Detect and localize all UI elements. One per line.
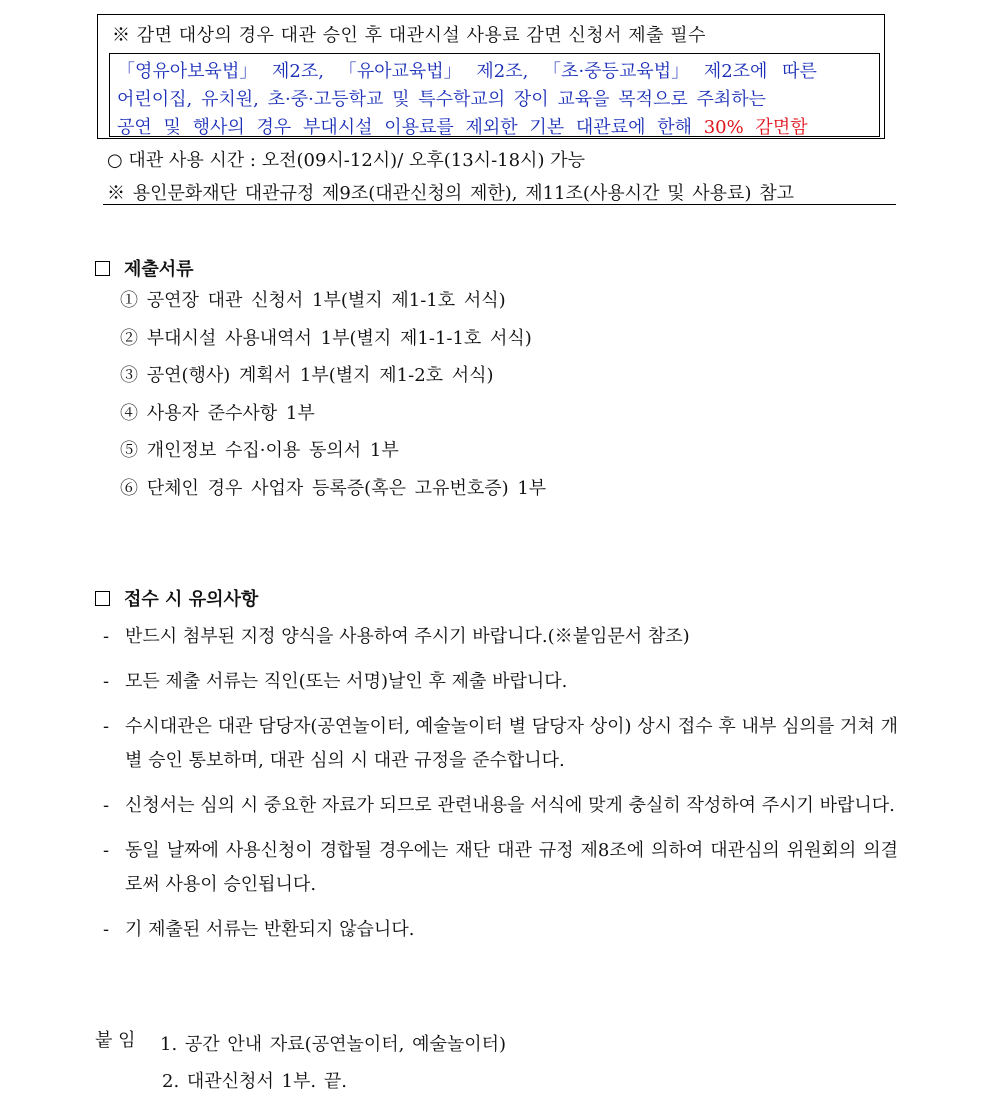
dash-bullet-icon: -	[103, 626, 110, 647]
caution-item	[103, 665, 898, 699]
cautions-section-heading	[95, 585, 258, 611]
attachment-item: 1. 공간 안내 자료(공연놀이터, 예술놀이터)	[160, 1034, 507, 1055]
document-item: ② 부대시설 사용내역서 1부(별지 제1-1-1호 서식)	[120, 327, 532, 349]
document-item: ③ 공연(행사) 계획서 1부(별지 제1-2호 서식)	[120, 365, 494, 387]
attachment-item: 2. 대관신청서 1부. 끝.	[162, 1071, 347, 1092]
notice-title: ※ 감면 대상의 경우 대관 승인 후 대관시설 사용료 감면 신청서 제출 필수	[112, 25, 707, 46]
dash-bullet-icon: -	[103, 795, 110, 816]
caution-text: 동일 날짜에 사용신청이 경합될 경우에는 재단 대관 규정 제8조에 의하여 대관심의 위원회의 의결로써 사용이 승인됩니다.	[125, 840, 898, 895]
caution-item	[103, 710, 898, 778]
cautions-heading-text: 접수 시 유의사항	[124, 589, 259, 610]
dash-bullet-icon: -	[103, 919, 110, 940]
caution-text: 신청서는 심의 시 중요한 자료가 되므로 관련내용을 서식에 맞게 충실히 작성하여 주시기 바랍니다.	[125, 795, 895, 816]
cautions-list	[103, 620, 898, 958]
checkbox-square-icon	[95, 261, 110, 276]
dash-bullet-icon: -	[103, 671, 110, 692]
attachments-list	[160, 1026, 506, 1100]
caution-item	[103, 834, 898, 902]
document-item: ④ 사용자 준수사항 1부	[120, 402, 315, 424]
notice-line-1: 「영유아보육법」 제2조, 「유아교육법」 제2조, 「초·중등교육법」 제2조에 따른	[117, 61, 817, 82]
caution-item	[103, 789, 898, 823]
dash-bullet-icon: -	[103, 716, 110, 737]
regulation-reference: ※ 용인문화재단 대관규정 제9조(대관신청의 제한), 제11조(사용시간 및 사용료) 참고	[107, 183, 794, 204]
dash-bullet-icon: -	[103, 840, 110, 861]
reduction-notice-box	[97, 14, 885, 139]
reference-underline	[103, 204, 896, 205]
reduction-detail-box	[109, 53, 880, 137]
caution-text: 반드시 첨부된 지정 양식을 사용하여 주시기 바랍니다.(※붙임문서 참조)	[125, 626, 690, 647]
caution-text: 모든 제출 서류는 직인(또는 서명)날인 후 제출 바랍니다.	[125, 671, 568, 692]
document-item: ⑥ 단체인 경우 사업자 등록증(혹은 고유번호증) 1부	[120, 477, 547, 499]
notice-line-3	[117, 113, 808, 139]
documents-section-heading	[95, 255, 194, 281]
usage-hours: ○ 대관 사용 시간 : 오전(09시-12시)/ 오후(13시-18시) 가능	[107, 150, 585, 171]
document-item: ① 공연장 대관 신청서 1부(별지 제1-1호 서식)	[120, 290, 506, 311]
caution-text: 기 제출된 서류는 반환되지 않습니다.	[125, 919, 415, 940]
caution-item	[103, 913, 898, 947]
required-documents-list	[120, 288, 546, 514]
document-item: ⑤ 개인정보 수집·이용 동의서 1부	[120, 440, 399, 462]
reduction-rate-highlight: 30% 감면함	[703, 117, 808, 138]
notice-line-3-text: 공연 및 행사의 경우 부대시설 이용료를 제외한 기본 대관료에 한해	[117, 117, 704, 138]
attachments-label: 붙 임	[95, 1030, 136, 1051]
caution-item	[103, 620, 898, 654]
notice-line-2: 어린이집, 유치원, 초·중·고등학교 및 특수학교의 장이 교육을 목적으로 주최하는	[117, 89, 767, 110]
checkbox-square-icon	[95, 591, 110, 606]
caution-text: 수시대관은 대관 담당자(공연놀이터, 예술놀이터 별 담당자 상이) 상시 접수 후 내부 심의를 거쳐 개별 승인 통보하며, 대관 심의 시 대관 규정을 준수합니다.	[125, 716, 898, 771]
documents-heading-text: 제출서류	[124, 259, 194, 280]
